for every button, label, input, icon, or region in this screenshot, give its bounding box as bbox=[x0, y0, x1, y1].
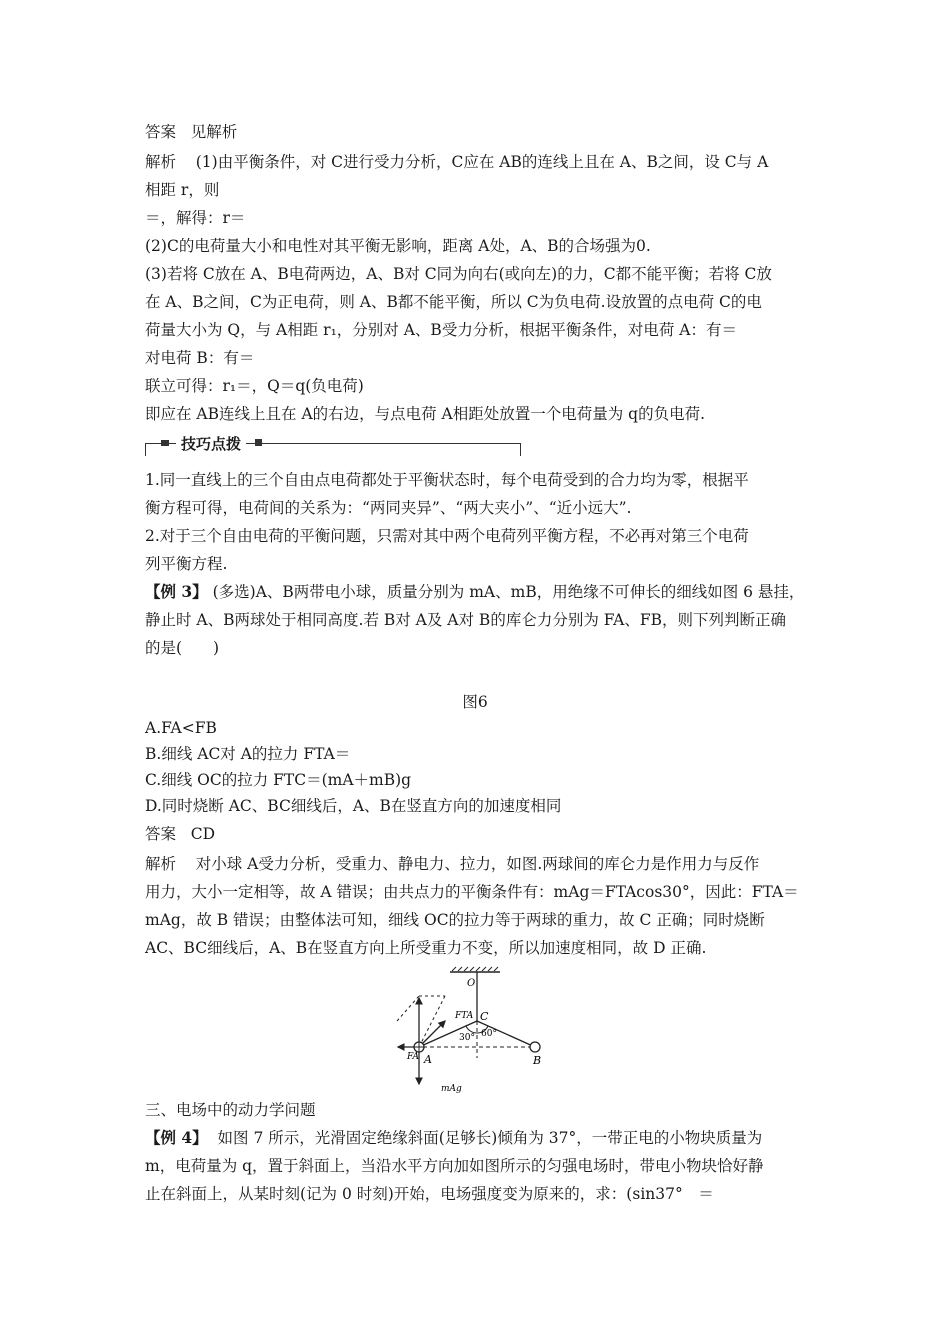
example4-tag: 【例 4】 bbox=[145, 1128, 208, 1147]
label-o: O bbox=[467, 978, 476, 989]
example4-line-2: m，电荷量为 q，置于斜面上，当沿水平方向加如图所示的匀强电场时，带电小物块恰好静 bbox=[145, 1157, 764, 1175]
analysis-line-9: 联立可得：r₁＝，Q＝q(负电荷) bbox=[145, 377, 364, 395]
label-60: 60° bbox=[481, 1029, 497, 1039]
analysis-line-4: (2)C的电荷量大小和电性对其平衡无影响，距离 A处，A、B的合场强为0. bbox=[145, 237, 651, 255]
label-fa: FA bbox=[407, 1052, 419, 1062]
tips-title: 技巧点拨 bbox=[176, 433, 246, 454]
example3-analysis-1: 解析 对小球 A受力分析，受重力、静电力、拉力，如图.两球间的库仑力是作用力与反作 bbox=[145, 855, 760, 873]
section3-title: 三、电场中的动力学问题 bbox=[145, 1101, 316, 1119]
example3-analysis-4: AC、BC细线后，A、B在竖直方向上所受重力不变，所以加速度相同，故 D 正确. bbox=[145, 939, 707, 957]
analysis-line-5: (3)若将 C放在 A、B电荷两边，A、B对 C同为向右(或向左)的力，C都不能平衡；若将 C放 bbox=[145, 265, 772, 283]
analysis-line-7: 荷量大小为 Q，与 A相距 r₁，分别对 A、B受力分析，根据平衡条件，对电荷 A：有＝ bbox=[145, 321, 737, 339]
answer-label: 答案 bbox=[145, 123, 177, 141]
tips-p1b: 衡方程可得，电荷间的关系为：“两同夹异”、“两大夹小”、“近小远大”. bbox=[145, 499, 632, 517]
tips-p2a: 2.对于三个自由电荷的平衡问题，只需对其中两个电荷列平衡方程，不必再对第三个电荷 bbox=[145, 527, 749, 545]
example3-analysis-3: mAg，故 B 错误；由整体法可知，细线 OC的拉力等于两球的重力，故 C 正确；同时烧断 bbox=[145, 911, 765, 929]
example3-tag: 【例 3】 bbox=[145, 582, 208, 601]
label-fta: FTA bbox=[455, 1011, 474, 1021]
option-c: C.细线 OC的拉力 FTC＝(mA＋mB)g bbox=[145, 771, 412, 789]
example3-line-3: 的是( ) bbox=[145, 639, 220, 657]
label-30: 30° bbox=[459, 1033, 475, 1043]
example3-answer: 答案 CD bbox=[145, 825, 216, 843]
force-diagram bbox=[395, 966, 565, 1094]
answer-line bbox=[145, 122, 237, 142]
option-a: A.FA<FB bbox=[145, 719, 217, 737]
tips-marker-left bbox=[161, 440, 169, 446]
analysis-line-3: ＝，解得：r＝ bbox=[145, 209, 246, 227]
example4-line-3: 止在斜面上，从某时刻(记为 0 时刻)开始，电场强度变为原来的，求：(sin37° ＝ bbox=[145, 1185, 714, 1203]
example3-line-2: 静止时 A、B两球处于相同高度.若 B对 A及 A对 B的库仑力分别为 FA、FB，则下列判断正确 bbox=[145, 611, 786, 629]
tips-header bbox=[145, 434, 521, 458]
angle-arc-30 bbox=[466, 1026, 477, 1033]
option-d: D.同时烧断 AC、BC细线后，A、B在竖直方向的加速度相同 bbox=[145, 797, 562, 815]
ball-b bbox=[530, 1042, 540, 1052]
analysis-line-2: 相距 r，则 bbox=[145, 181, 220, 199]
example3-analysis-2: 用力，大小一定相等，故 A 错误；由共点力的平衡条件有：mAg＝FTAcos30°，因此：FTA＝ bbox=[145, 883, 799, 901]
example4-line-1: 【例 4】 如图 7 所示，光滑固定绝缘斜面(足够长)倾角为 37°，一带正电的小物块质量为 bbox=[145, 1128, 763, 1147]
label-a: A bbox=[424, 1053, 432, 1066]
example3-line-1: 【例 3】 (多选)A、B两带电小球，质量分别为 mA、mB，用绝缘不可伸长的细线如图 6 悬挂， bbox=[145, 582, 805, 601]
label-c: C bbox=[480, 1010, 489, 1023]
analysis-line-8: 对电荷 B：有＝ bbox=[145, 349, 255, 367]
dashed-parallelogram-left bbox=[397, 996, 419, 1021]
label-b: B bbox=[533, 1054, 542, 1067]
figure-caption: 图6 bbox=[462, 693, 488, 711]
analysis-line-10: 即应在 AB连线上且在 A的右边，与点电荷 A相距处放置一个电荷量为 q的负电荷. bbox=[145, 405, 706, 423]
analysis-label: 解析 bbox=[145, 153, 177, 171]
tips-p1a: 1.同一直线上的三个自由点电荷都处于平衡状态时，每个电荷受到的合力均为零，根据平 bbox=[145, 471, 749, 489]
label-mag: mAg bbox=[441, 1084, 462, 1094]
analysis-line-1: 解析 (1)由平衡条件，对 C进行受力分析，C应在 AB的连线上且在 A、B之间，设 C与 A bbox=[145, 153, 769, 171]
analysis-line-6: 在 A、B之间，C为正电荷，则 A、B都不能平衡，所以 C为负电荷.设放置的点电荷 C的电 bbox=[145, 293, 762, 311]
ceiling-hatch bbox=[450, 967, 500, 972]
answer-text: 见解析 bbox=[190, 123, 238, 141]
dashed-parallelogram-side bbox=[419, 996, 445, 1047]
option-b: B.细线 AC对 A的拉力 FTA＝ bbox=[145, 745, 351, 763]
tips-p2b: 列平衡方程. bbox=[145, 555, 228, 573]
tips-marker-right bbox=[255, 439, 262, 446]
